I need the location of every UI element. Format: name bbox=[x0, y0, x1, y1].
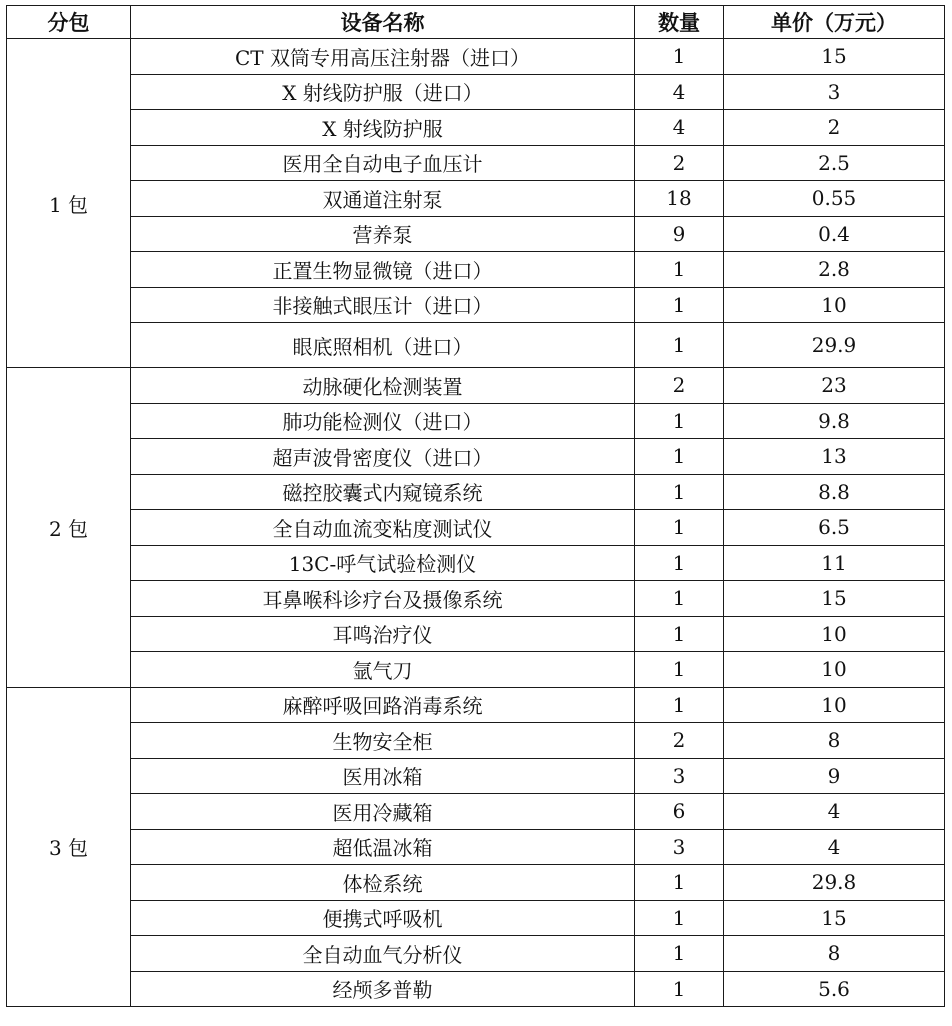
unit-price-cell: 0.4 bbox=[724, 216, 945, 252]
quantity-cell: 1 bbox=[635, 652, 724, 688]
unit-price-cell: 10 bbox=[724, 652, 945, 688]
table-row bbox=[7, 794, 945, 830]
quantity-cell: 1 bbox=[635, 252, 724, 288]
table-row bbox=[7, 181, 945, 217]
equipment-name-cell: 经颅多普勒 bbox=[131, 971, 635, 1007]
unit-price-cell: 8.8 bbox=[724, 474, 945, 510]
equipment-name-cell: 氩气刀 bbox=[131, 652, 635, 688]
quantity-cell: 1 bbox=[635, 687, 724, 723]
header-name: 设备名称 bbox=[131, 6, 635, 39]
table-row bbox=[7, 287, 945, 323]
unit-price-cell: 2 bbox=[724, 110, 945, 146]
package-label: 3 包 bbox=[7, 687, 131, 1007]
equipment-name-cell: X 射线防护服 bbox=[131, 110, 635, 146]
table-row bbox=[7, 829, 945, 865]
quantity-cell: 1 bbox=[635, 474, 724, 510]
table-row bbox=[7, 687, 945, 723]
quantity-cell: 2 bbox=[635, 723, 724, 759]
equipment-name-cell: 全自动血气分析仪 bbox=[131, 936, 635, 972]
equipment-name-cell: 超低温冰箱 bbox=[131, 829, 635, 865]
unit-price-cell: 2.8 bbox=[724, 252, 945, 288]
table-row bbox=[7, 216, 945, 252]
unit-price-cell: 15 bbox=[724, 900, 945, 936]
quantity-cell: 3 bbox=[635, 758, 724, 794]
quantity-cell: 2 bbox=[635, 145, 724, 181]
unit-price-cell: 6.5 bbox=[724, 510, 945, 546]
package-label: 1 包 bbox=[7, 39, 131, 368]
equipment-name-cell: 麻醉呼吸回路消毒系统 bbox=[131, 687, 635, 723]
quantity-cell: 1 bbox=[635, 287, 724, 323]
equipment-name-cell: 耳鼻喉科诊疗台及摄像系统 bbox=[131, 581, 635, 617]
quantity-cell: 3 bbox=[635, 829, 724, 865]
unit-price-cell: 3 bbox=[724, 74, 945, 110]
unit-price-cell: 10 bbox=[724, 687, 945, 723]
header-quantity: 数量 bbox=[635, 6, 724, 39]
quantity-cell: 6 bbox=[635, 794, 724, 830]
quantity-cell: 1 bbox=[635, 323, 724, 368]
equipment-name-cell: 医用全自动电子血压计 bbox=[131, 145, 635, 181]
table-row bbox=[7, 323, 945, 368]
unit-price-cell: 29.8 bbox=[724, 865, 945, 901]
table-row bbox=[7, 758, 945, 794]
package-label: 2 包 bbox=[7, 368, 131, 688]
header-unit-price: 单价（万元） bbox=[724, 6, 945, 39]
unit-price-cell: 10 bbox=[724, 287, 945, 323]
table-row bbox=[7, 74, 945, 110]
quantity-cell: 1 bbox=[635, 545, 724, 581]
unit-price-cell: 10 bbox=[724, 616, 945, 652]
equipment-name-cell: 医用冷藏箱 bbox=[131, 794, 635, 830]
equipment-name-cell: 耳鸣治疗仪 bbox=[131, 616, 635, 652]
quantity-cell: 1 bbox=[635, 865, 724, 901]
unit-price-cell: 4 bbox=[724, 829, 945, 865]
quantity-cell: 1 bbox=[635, 39, 724, 75]
unit-price-cell: 29.9 bbox=[724, 323, 945, 368]
table-row bbox=[7, 439, 945, 475]
header-row bbox=[7, 6, 945, 39]
equipment-name-cell: 眼底照相机（进口） bbox=[131, 323, 635, 368]
table-row bbox=[7, 545, 945, 581]
equipment-name-cell: 双通道注射泵 bbox=[131, 181, 635, 217]
quantity-cell: 1 bbox=[635, 581, 724, 617]
unit-price-cell: 15 bbox=[724, 581, 945, 617]
unit-price-cell: 9.8 bbox=[724, 403, 945, 439]
table-row bbox=[7, 403, 945, 439]
equipment-name-cell: 便携式呼吸机 bbox=[131, 900, 635, 936]
quantity-cell: 1 bbox=[635, 616, 724, 652]
unit-price-cell: 11 bbox=[724, 545, 945, 581]
table-row bbox=[7, 145, 945, 181]
unit-price-cell: 15 bbox=[724, 39, 945, 75]
unit-price-cell: 8 bbox=[724, 723, 945, 759]
equipment-name-cell: 非接触式眼压计（进口） bbox=[131, 287, 635, 323]
equipment-name-cell: X 射线防护服（进口） bbox=[131, 74, 635, 110]
quantity-cell: 1 bbox=[635, 510, 724, 546]
unit-price-cell: 2.5 bbox=[724, 145, 945, 181]
table-body bbox=[7, 39, 945, 1007]
table-row bbox=[7, 936, 945, 972]
unit-price-cell: 5.6 bbox=[724, 971, 945, 1007]
quantity-cell: 1 bbox=[635, 403, 724, 439]
table-row bbox=[7, 616, 945, 652]
unit-price-cell: 4 bbox=[724, 794, 945, 830]
unit-price-cell: 8 bbox=[724, 936, 945, 972]
equipment-name-cell: 全自动血流变粘度测试仪 bbox=[131, 510, 635, 546]
unit-price-cell: 13 bbox=[724, 439, 945, 475]
table-row bbox=[7, 110, 945, 146]
equipment-name-cell: 肺功能检测仪（进口） bbox=[131, 403, 635, 439]
table-row bbox=[7, 723, 945, 759]
unit-price-cell: 0.55 bbox=[724, 181, 945, 217]
quantity-cell: 9 bbox=[635, 216, 724, 252]
table-row bbox=[7, 39, 945, 75]
equipment-name-cell: 磁控胶囊式内窥镜系统 bbox=[131, 474, 635, 510]
equipment-name-cell: 超声波骨密度仪（进口） bbox=[131, 439, 635, 475]
table-row bbox=[7, 368, 945, 404]
table-row bbox=[7, 581, 945, 617]
equipment-name-cell: 动脉硬化检测装置 bbox=[131, 368, 635, 404]
quantity-cell: 18 bbox=[635, 181, 724, 217]
quantity-cell: 4 bbox=[635, 110, 724, 146]
table-row bbox=[7, 865, 945, 901]
table-row bbox=[7, 474, 945, 510]
unit-price-cell: 9 bbox=[724, 758, 945, 794]
quantity-cell: 4 bbox=[635, 74, 724, 110]
equipment-name-cell: 体检系统 bbox=[131, 865, 635, 901]
equipment-name-cell: 生物安全柜 bbox=[131, 723, 635, 759]
quantity-cell: 2 bbox=[635, 368, 724, 404]
quantity-cell: 1 bbox=[635, 936, 724, 972]
table-row bbox=[7, 971, 945, 1007]
equipment-name-cell: CT 双筒专用高压注射器（进口） bbox=[131, 39, 635, 75]
equipment-name-cell: 正置生物显微镜（进口） bbox=[131, 252, 635, 288]
table-row bbox=[7, 900, 945, 936]
unit-price-cell: 23 bbox=[724, 368, 945, 404]
table-row bbox=[7, 510, 945, 546]
equipment-table bbox=[6, 5, 945, 1007]
table-row bbox=[7, 252, 945, 288]
quantity-cell: 1 bbox=[635, 900, 724, 936]
equipment-name-cell: 医用冰箱 bbox=[131, 758, 635, 794]
quantity-cell: 1 bbox=[635, 971, 724, 1007]
quantity-cell: 1 bbox=[635, 439, 724, 475]
table-row bbox=[7, 652, 945, 688]
equipment-name-cell: 13C-呼气试验检测仪 bbox=[131, 545, 635, 581]
equipment-name-cell: 营养泵 bbox=[131, 216, 635, 252]
header-package: 分包 bbox=[7, 6, 131, 39]
